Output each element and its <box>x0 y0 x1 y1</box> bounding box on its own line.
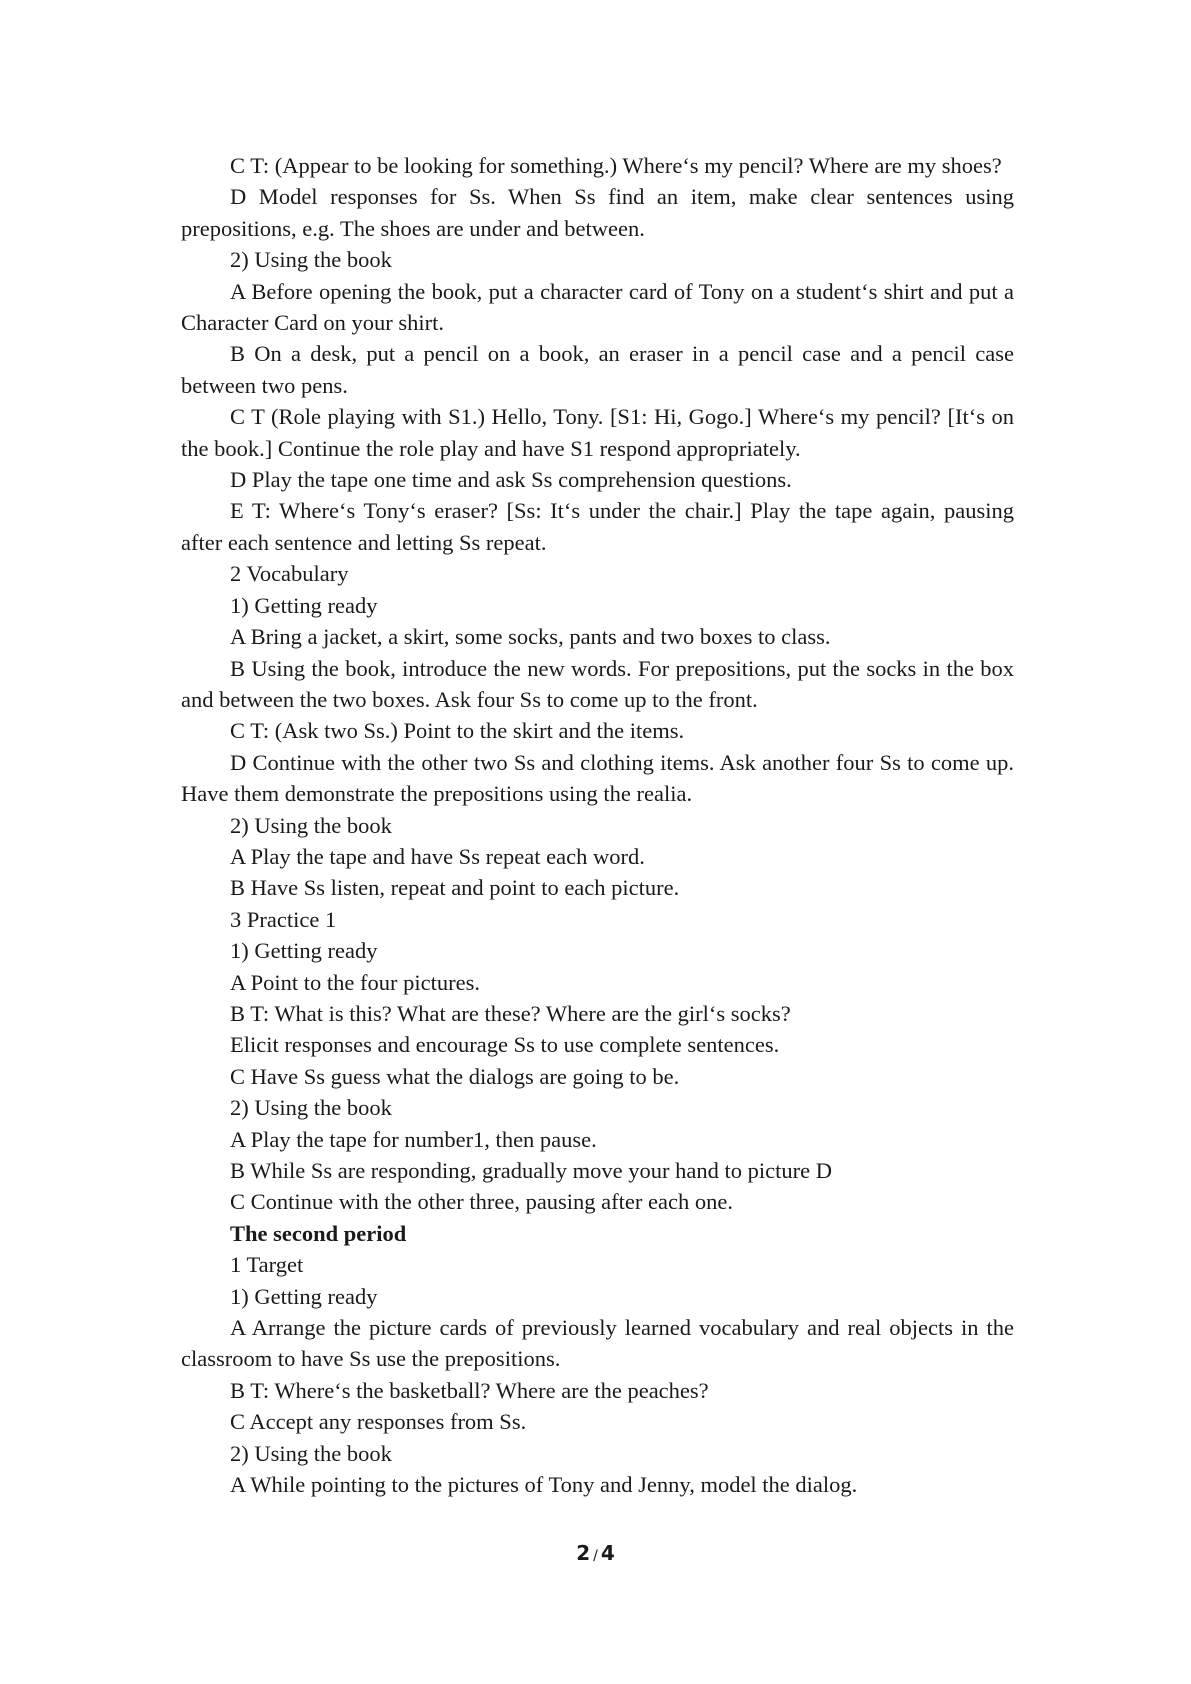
paragraph: D Model responses for Ss. When Ss find an item, make clear sentences using prepositions, e.g. The shoes are under and between. <box>181 184 1014 241</box>
paragraph: B While Ss are responding, gradually move your hand to picture D <box>230 1158 832 1183</box>
paragraph: 2) Using the book <box>230 247 392 273</box>
page-number <box>0 1541 1191 1565</box>
paragraph: A Point to the four pictures. <box>230 969 480 995</box>
paragraph: C T: (Ask two Ss.) Point to the skirt and the items. <box>230 718 685 744</box>
paragraph: A Before opening the book, put a character card of Tony on a student‘s shirt and put a Character Card on your shirt. <box>181 278 1014 336</box>
paragraph: 1 Target <box>230 1252 304 1278</box>
paragraph: C T (Role playing with S1.) Hello, Tony. [S1: Hi, Gogo.] Where‘s my pencil? [It‘s on the book.] Continue the role play and have S1 respond appropriately. <box>181 404 1014 461</box>
paragraph: B T: Where‘s the basketball? Where are the peaches? <box>230 1377 709 1403</box>
document-body <box>181 150 1014 1500</box>
paragraph: 2) Using the book <box>230 1095 392 1121</box>
paragraph: A Play the tape for number1, then pause. <box>230 1126 597 1152</box>
paragraph: D Continue with the other two Ss and clothing items. Ask another four Ss to come up. Have them demonstrate the prepositions using the realia. <box>181 749 1014 807</box>
current-page-number: 2 <box>576 1541 591 1565</box>
paragraph: E T: Where‘s Tony‘s eraser? [Ss: It‘s under the chair.] Play the tape again, pausing after each sentence and letting Ss repeat. <box>181 498 1014 555</box>
paragraph: A Play the tape and have Ss repeat each word. <box>230 843 645 869</box>
page-separator: / <box>593 1548 598 1564</box>
paragraph: 1) Getting ready <box>230 938 378 964</box>
paragraph: B On a desk, put a pencil on a book, an eraser in a pencil case and a pencil case between two pens. <box>181 341 1014 398</box>
paragraph: Elicit responses and encourage Ss to use complete sentences. <box>230 1032 780 1058</box>
paragraph: 1) Getting ready <box>230 592 378 618</box>
paragraph: B Have Ss listen, repeat and point to each picture. <box>230 875 680 901</box>
paragraph: A While pointing to the pictures of Tony and Jenny, model the dialog. <box>230 1472 858 1498</box>
paragraph: C Continue with the other three, pausing after each one. <box>230 1189 733 1215</box>
paragraph: 2) Using the book <box>230 1440 392 1466</box>
paragraph: 3 Practice 1 <box>230 906 337 932</box>
paragraph: 2 Vocabulary <box>230 561 349 587</box>
paragraph: A Arrange the picture cards of previously learned vocabulary and real objects in the classroom to have Ss use the prepositions. <box>181 1315 1014 1372</box>
paragraph: C Accept any responses from Ss. <box>230 1409 527 1435</box>
paragraph: 1) Getting ready <box>230 1283 378 1309</box>
total-pages-number: 4 <box>600 1541 615 1565</box>
paragraph: D Play the tape one time and ask Ss comprehension questions. <box>230 467 792 493</box>
paragraph: B T: What is this? What are these? Where are the girl‘s socks? <box>230 1000 791 1026</box>
section-heading: The second period <box>230 1220 407 1246</box>
paragraph: 2) Using the book <box>230 812 392 838</box>
paragraph-list <box>181 150 1014 1500</box>
paragraph: A Bring a jacket, a skirt, some socks, pants and two boxes to class. <box>230 624 831 650</box>
paragraph: B Using the book, introduce the new words. For prepositions, put the socks in the box and between the two boxes. Ask four Ss to come up to the front. <box>181 655 1014 712</box>
paragraph: C T: (Appear to be looking for something.) Where‘s my pencil? Where are my shoes? <box>230 153 1002 178</box>
paragraph: C Have Ss guess what the dialogs are going to be. <box>230 1063 680 1089</box>
